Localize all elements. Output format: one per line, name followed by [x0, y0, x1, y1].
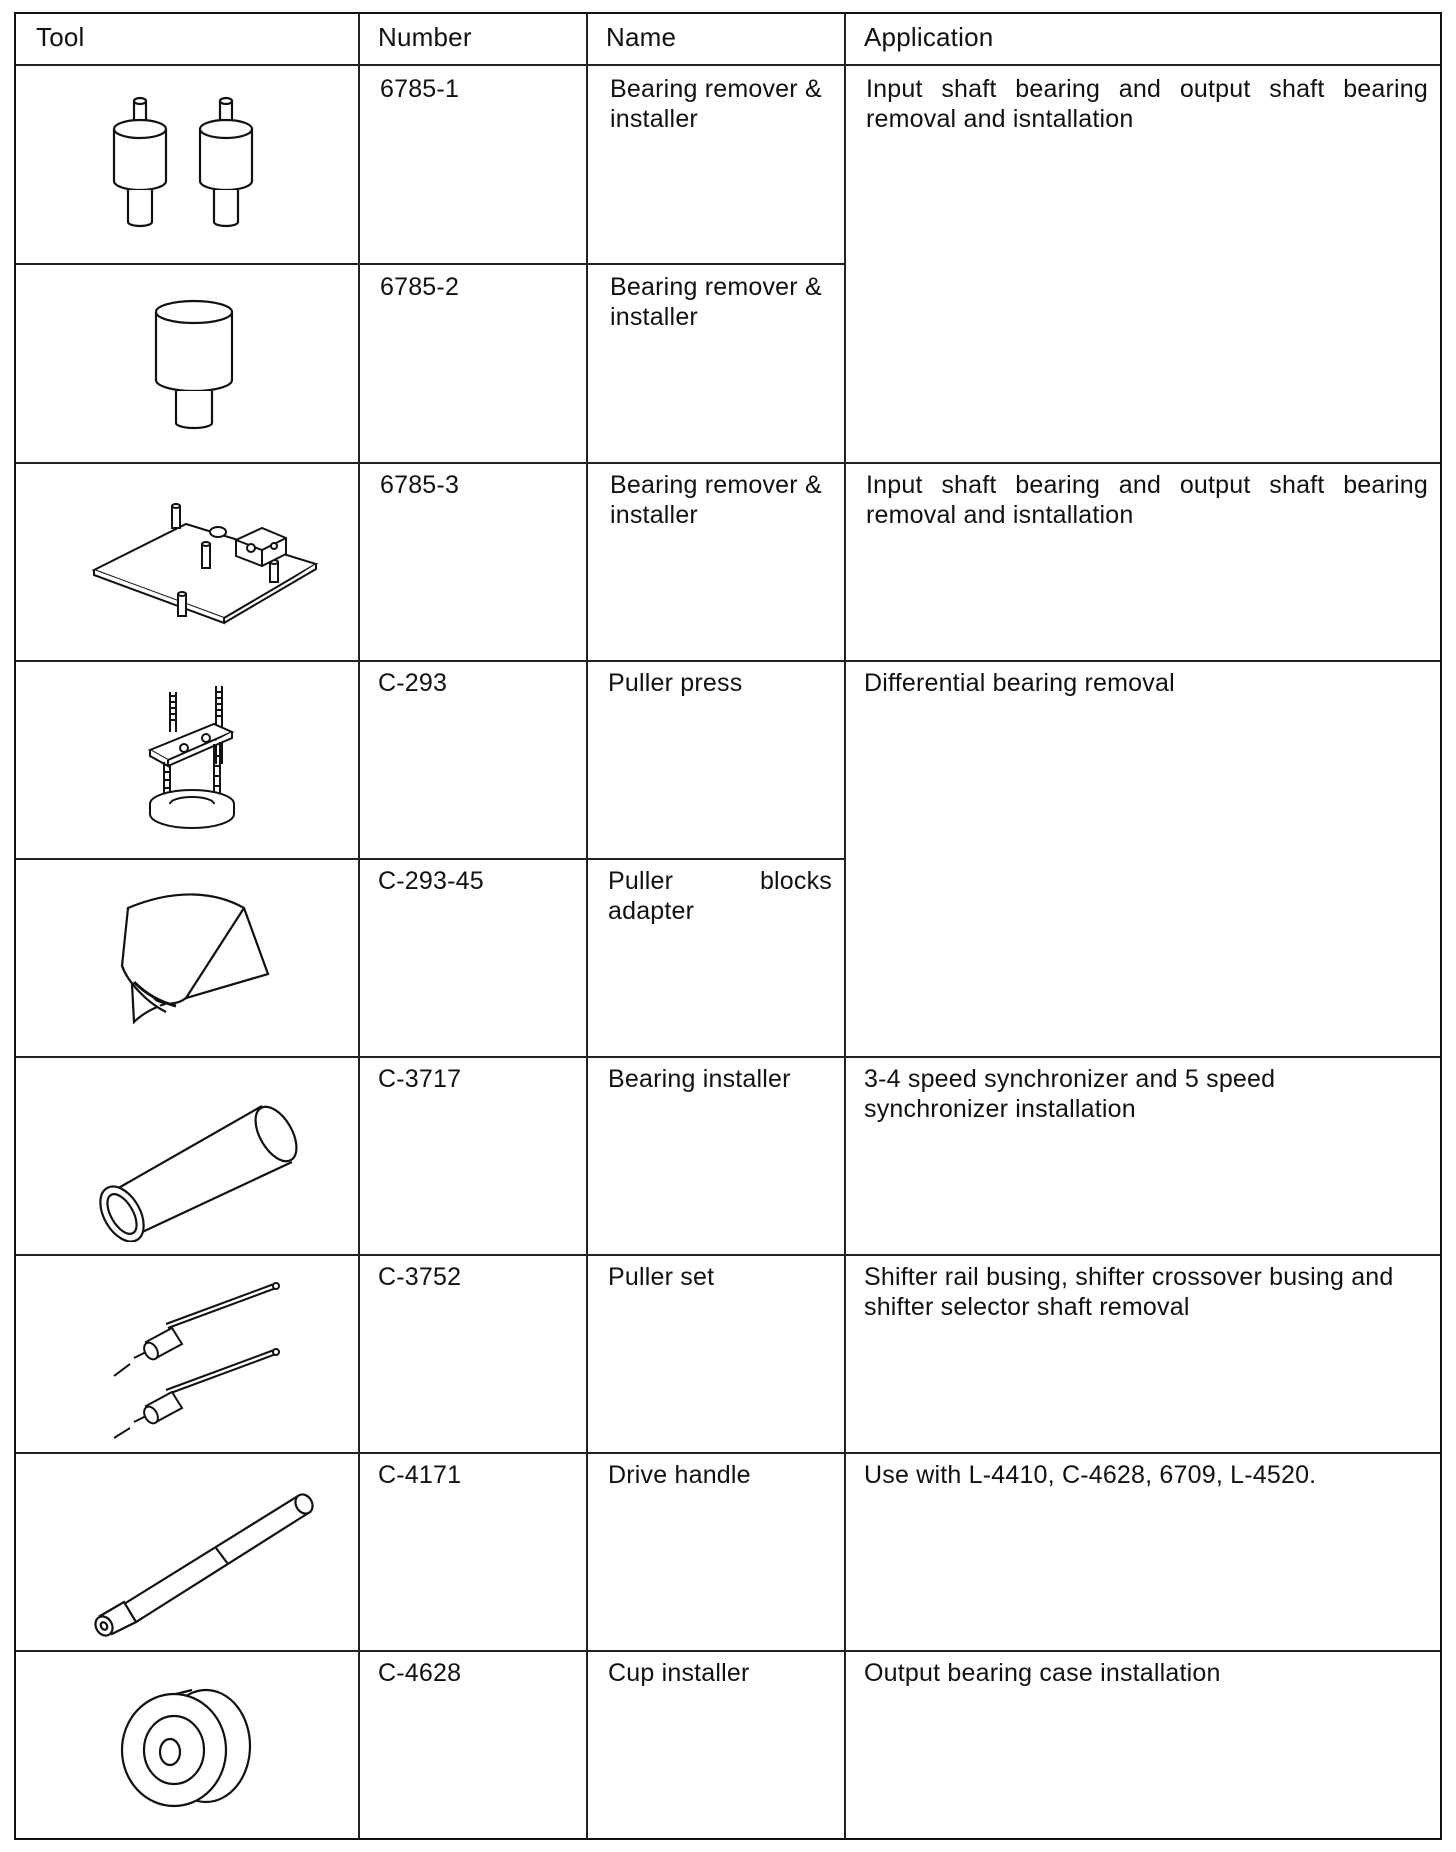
fixture-plate-icon [86, 484, 326, 634]
row-name [608, 866, 832, 926]
puller-press-icon [136, 686, 266, 836]
bearing-remover-pair-icon [86, 89, 306, 239]
row-number: 6785-1 [380, 75, 460, 103]
row-number: 6785-2 [380, 273, 460, 301]
row-application: Use with L-4410, C-4628, 6709, L-4520. [864, 1461, 1317, 1489]
row-divider [16, 660, 1440, 662]
header-number: Number [378, 22, 472, 52]
row-name: Puller press [608, 669, 743, 697]
row-name: Puller set [608, 1263, 715, 1291]
column-divider [358, 14, 360, 1838]
bearing-remover-icon [136, 292, 256, 442]
header-application: Application [864, 22, 994, 52]
row-divider [16, 1254, 1440, 1256]
row-name: Bearing remover & installer [610, 273, 822, 331]
row-divider [16, 1650, 1440, 1652]
row-number: C-4628 [378, 1659, 462, 1687]
row-name: Bearing remover & installer [610, 75, 822, 133]
header-name: Name [606, 22, 677, 52]
row-name-part: blocks [759, 867, 832, 895]
row-divider [16, 462, 1440, 464]
row-number: C-3752 [378, 1263, 462, 1291]
puller-set-icon [106, 1280, 296, 1440]
row-application: Output bearing case installation [864, 1659, 1221, 1687]
row-divider [16, 858, 846, 860]
row-name: Bearing installer [608, 1065, 791, 1093]
cup-installer-icon [108, 1674, 278, 1824]
row-divider [16, 1452, 1440, 1454]
row-divider [16, 64, 1440, 66]
header-tool: Tool [36, 22, 85, 52]
row-number: 6785-3 [380, 471, 460, 499]
puller-block-icon [106, 882, 286, 1042]
row-number: C-293 [378, 669, 448, 697]
row-number: C-3717 [378, 1065, 462, 1093]
column-divider [586, 14, 588, 1838]
row-name-part: adapter [608, 897, 695, 925]
row-number: C-293-45 [378, 867, 484, 895]
tube-installer-icon [86, 1082, 306, 1242]
row-application: Input shaft bearing and output shaft bearing removal and isntallation [866, 471, 1428, 529]
tool-table [14, 12, 1442, 1840]
drive-handle-icon [76, 1476, 326, 1646]
row-divider [16, 1056, 1440, 1058]
row-application: Differential bearing removal [864, 669, 1175, 697]
row-name: Cup installer [608, 1659, 750, 1687]
row-application: Input shaft bearing and output shaft bearing removal and isntallation [866, 75, 1428, 133]
row-number: C-4171 [378, 1461, 462, 1489]
row-name: Bearing remover & installer [610, 471, 822, 529]
row-application: 3-4 speed synchronizer and 5 speed synchronizer installation [864, 1065, 1276, 1123]
row-divider [16, 263, 846, 265]
row-application: Shifter rail busing, shifter crossover busing and shifter selector shaft removal [864, 1263, 1394, 1321]
column-divider [844, 14, 846, 1838]
row-name-part: Puller [608, 867, 674, 895]
row-name: Drive handle [608, 1461, 751, 1489]
